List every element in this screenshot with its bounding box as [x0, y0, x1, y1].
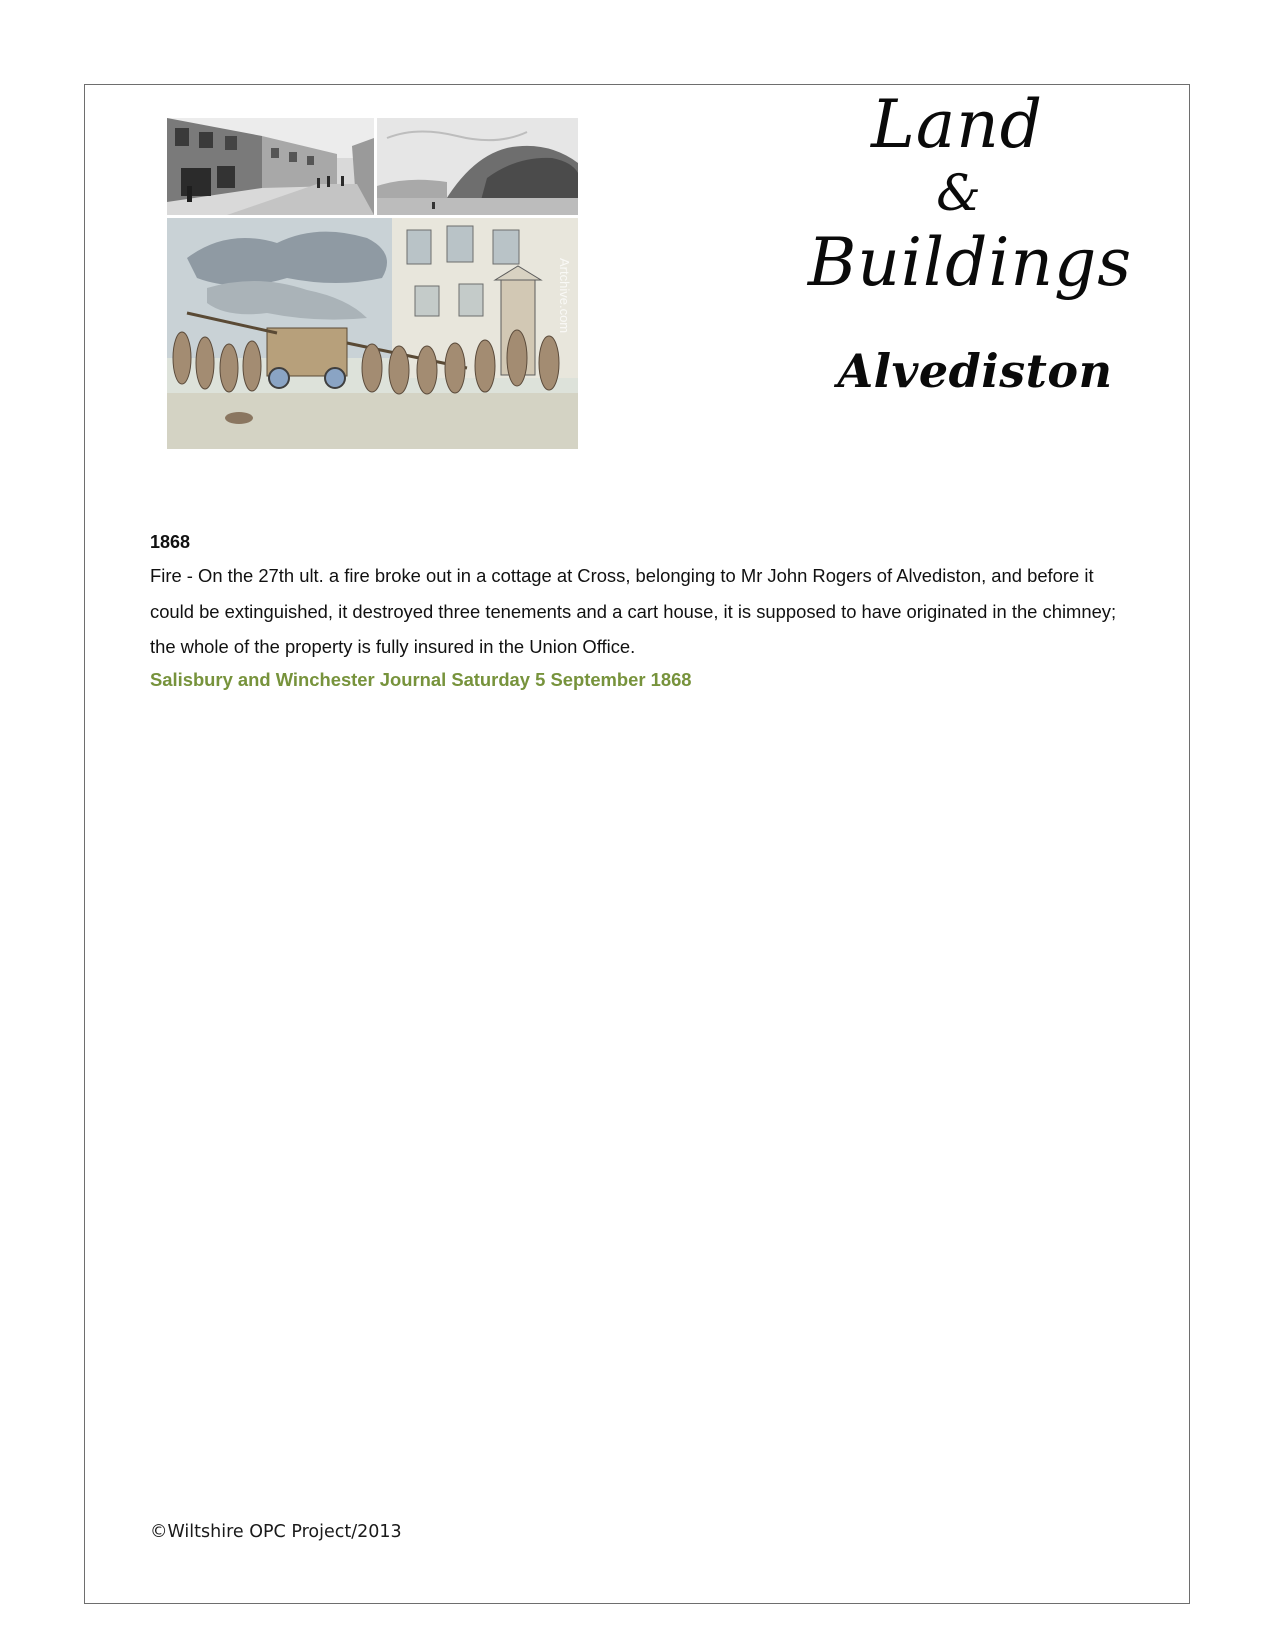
article-source: Salisbury and Winchester Journal Saturday 5 September 1868: [150, 668, 692, 690]
street-photo-image: [167, 118, 374, 215]
article-entry: [150, 530, 1140, 695]
header-image-collage: [167, 118, 578, 449]
place-name: Alvediston: [837, 344, 1113, 398]
title-buildings: Buildings: [807, 224, 1133, 301]
watermark-text: Artchive.com: [557, 258, 572, 334]
article-year: 1868: [150, 532, 191, 552]
title-block: [780, 86, 1160, 398]
landscape-engraving-image: [377, 118, 578, 215]
copyright-footer: ©Wiltshire OPC Project/2013: [150, 1522, 402, 1542]
article-body: Fire - On the 27th ult. a fire broke out in a cottage at Cross, belonging to Mr John Rogers of Alvediston, and before it could be extinguished, it destroyed three tenements and a cart house, it is supposed to have originated in the chimney; the whole of the property is fully insured in the Union Office.: [150, 565, 1117, 657]
fire-engine-painting-image: [167, 218, 578, 449]
title-land: Land: [871, 86, 1043, 163]
title-ampersand: &: [936, 164, 982, 222]
